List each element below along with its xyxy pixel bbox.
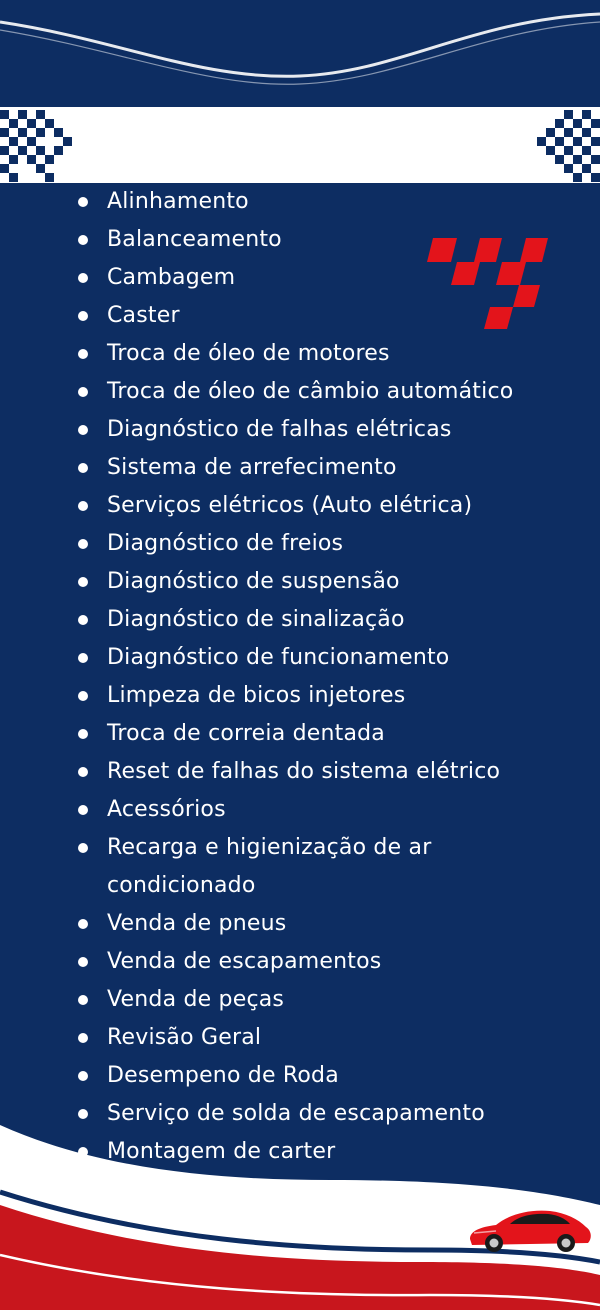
bullet-icon <box>78 425 88 435</box>
service-label: Diagnóstico de freios <box>107 531 344 556</box>
service-label: Reset de falhas do sistema elétrico <box>107 759 501 784</box>
top-banner <box>0 107 600 183</box>
bullet-icon <box>78 197 88 207</box>
service-label: Troca de óleo de motores <box>107 341 390 366</box>
list-item <box>78 1095 567 1133</box>
bullet-icon <box>78 463 88 473</box>
list-item <box>78 221 567 259</box>
bullet-icon <box>78 653 88 663</box>
service-label: Diagnóstico de sinalização <box>107 607 405 632</box>
list-item <box>78 791 567 829</box>
bullet-icon <box>78 957 88 967</box>
service-label: Caster <box>107 303 180 328</box>
bullet-icon <box>78 539 88 549</box>
bullet-icon <box>78 1071 88 1081</box>
list-item <box>78 601 567 639</box>
bullet-icon <box>78 387 88 397</box>
bullet-icon <box>78 691 88 701</box>
service-label: Limpeza de bicos injetores <box>107 683 406 708</box>
service-label: Revisão Geral <box>107 1025 262 1050</box>
service-label: Diagnóstico de suspensão <box>107 569 400 594</box>
bullet-icon <box>78 729 88 739</box>
top-wave-line <box>0 14 600 76</box>
list-item <box>78 943 567 981</box>
list-item <box>78 183 567 221</box>
list-item <box>78 297 567 335</box>
bullet-icon <box>78 1147 88 1157</box>
list-item <box>78 715 567 753</box>
list-item <box>78 487 567 525</box>
list-item <box>78 677 567 715</box>
bullet-icon <box>78 843 88 853</box>
red-sports-car-icon <box>466 1203 594 1253</box>
list-item <box>78 525 567 563</box>
service-label: Troca de correia dentada <box>107 721 385 746</box>
list-item <box>78 449 567 487</box>
bullet-icon <box>78 615 88 625</box>
service-label: Diagnóstico de falhas elétricas <box>107 417 452 442</box>
service-label: Serviços elétricos (Auto elétrica) <box>107 493 473 518</box>
list-item <box>78 373 567 411</box>
bullet-icon <box>78 501 88 511</box>
service-label: Venda de peças <box>107 987 285 1012</box>
service-label: Montagem de carter <box>107 1139 336 1164</box>
service-label: Venda de pneus <box>107 911 287 936</box>
list-item <box>78 829 567 905</box>
bullet-icon <box>78 311 88 321</box>
list-item <box>78 981 567 1019</box>
list-item <box>78 259 567 297</box>
service-label: Alinhamento <box>107 189 249 214</box>
bullet-icon <box>78 1033 88 1043</box>
bullet-icon <box>78 349 88 359</box>
services-list <box>78 183 567 1171</box>
service-label: Diagnóstico de funcionamento <box>107 645 450 670</box>
bullet-icon <box>78 805 88 815</box>
list-item <box>78 905 567 943</box>
bullet-icon <box>78 235 88 245</box>
service-label: Desempeno de Roda <box>107 1063 339 1088</box>
list-item <box>78 639 567 677</box>
list-item <box>78 753 567 791</box>
list-item <box>78 563 567 601</box>
bullet-icon <box>78 767 88 777</box>
bullet-icon <box>78 577 88 587</box>
list-item <box>78 1057 567 1095</box>
list-item <box>78 335 567 373</box>
service-label: Cambagem <box>107 265 236 290</box>
list-item <box>78 411 567 449</box>
service-label: Troca de óleo de câmbio automático <box>107 379 514 404</box>
service-label: Acessórios <box>107 797 226 822</box>
service-label: Serviço de solda de escapamento <box>107 1101 485 1126</box>
service-label: Venda de escapamentos <box>107 949 382 974</box>
service-label: Sistema de arrefecimento <box>107 455 397 480</box>
bullet-icon <box>78 1109 88 1119</box>
list-item <box>78 1133 567 1171</box>
bullet-icon <box>78 995 88 1005</box>
service-label: Balanceamento <box>107 227 282 252</box>
list-item <box>78 1019 567 1057</box>
service-label: Recarga e higienização de ar condicionado <box>107 835 432 898</box>
bullet-icon <box>78 919 88 929</box>
bullet-icon <box>78 273 88 283</box>
